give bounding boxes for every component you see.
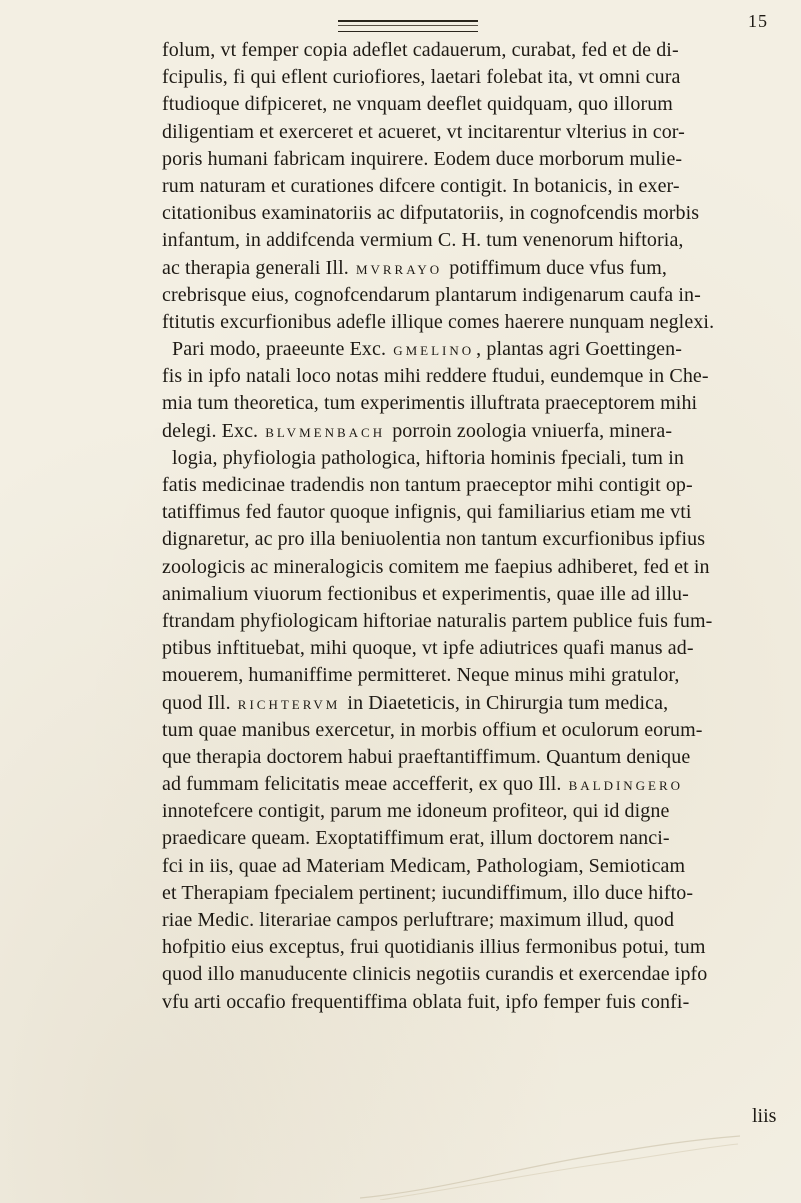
text-line — [162, 771, 782, 798]
text-line — [162, 798, 782, 825]
text-line — [162, 853, 782, 880]
text-segment: diligentiam et exerceret et acueret, vt incitarentur vlterius in cor- — [162, 120, 685, 143]
text-segment: hofpitio eius exceptus, frui quotidianis illius fermonibus potui, tum — [162, 936, 706, 959]
text-segment: logia, phyfiologia pathologica, hiftoria hominis fpeciali, tum in — [172, 446, 684, 469]
text-line — [162, 472, 782, 499]
text-segment: fis in ipfo natali loco notas mihi reddere ftudui, eundemque in Che- — [162, 365, 709, 388]
text-line — [162, 717, 782, 744]
text-segment: zoologicis ac mineralogicis comitem me faepius adhiberet, fed et in — [162, 555, 710, 578]
text-segment: mia tum theoretica, tum experimentis illuftrata praeceptorem mihi — [162, 392, 698, 415]
text-segment: citationibus examinatoriis ac difputatoriis, in cognofcendis morbis — [162, 202, 700, 225]
text-line — [162, 526, 782, 553]
text-segment: ac therapia generali Ill. — [162, 256, 354, 279]
text-segment: dignaretur, ac pro illa beniuolentia non tantum excurfionibus ipfius — [162, 528, 706, 551]
text-segment: et Therapiam fpecialem pertinent; iucundiffimum, illo duce hifto- — [162, 881, 694, 904]
text-segment: mouerem, humaniffime permitteret. Neque minus mihi gratulor, — [162, 664, 680, 687]
text-line — [162, 173, 782, 200]
text-segment: tum quae manibus exercetur, in morbis offium et oculorum eorum- — [162, 718, 703, 741]
text-line — [162, 91, 782, 118]
text-segment: poris humani fabricam inquirere. Eodem duce morborum mulie- — [162, 147, 683, 170]
text-segment: rum naturam et curationes difcere contigit. In botanicis, in exer- — [162, 174, 680, 197]
text-line — [162, 363, 782, 390]
text-segment: porroin zoologia vniuerfa, minera- — [387, 419, 673, 442]
text-line — [162, 662, 782, 689]
text-segment: praedicare queam. Exoptatiffimum erat, illum doctorem nanci- — [162, 827, 670, 850]
text-line — [162, 961, 782, 988]
text-segment: ftrandam phyfiologicam hiftoriae naturalis partem publice fuis fum- — [162, 609, 713, 632]
small-caps-name: GMELINO — [393, 343, 475, 359]
text-segment: ptibus inftituebat, mihi quoque, vt ipfe adiutrices quafi manus ad- — [162, 637, 694, 660]
small-caps-name: RICHTERVM — [237, 696, 341, 712]
text-segment: ad fummam felicitatis meae accefferit, ex quo Ill. — [162, 773, 567, 796]
text-segment: ftudioque difpiceret, ne vnquam deeflet quidquam, quo illorum — [162, 93, 673, 116]
text-line — [162, 282, 782, 309]
text-line — [162, 390, 782, 417]
text-segment: , plantas agri Goettingen- — [476, 338, 683, 361]
text-line — [162, 934, 782, 961]
text-line — [162, 445, 782, 472]
text-segment: tatiffimus fed fautor quoque infignis, qui familiarius etiam me vti — [162, 501, 692, 524]
text-line — [162, 37, 782, 64]
text-line — [162, 418, 782, 445]
catchword: liis — [752, 1105, 777, 1127]
text-segment: fcipulis, fi qui eflent curiofiores, laetari folebat ita, vt omni cura — [162, 66, 681, 89]
text-segment: quod illo manuducente clinicis negotiis curandis et exercendae ipfo — [162, 963, 708, 986]
page-number: 15 — [748, 11, 768, 31]
text-segment: ftitutis excurfionibus adefle illique comes haerere nunquam neglexi. — [162, 310, 715, 333]
text-line — [162, 989, 782, 1016]
text-line — [162, 690, 782, 717]
text-segment: fci in iis, quae ad Materiam Medicam, Pathologiam, Semioticam — [162, 854, 686, 877]
text-line — [162, 146, 782, 173]
text-segment: potiffimum duce vfus fum, — [444, 256, 667, 279]
small-caps-name: MVRRAYO — [355, 261, 443, 277]
small-caps-name: BLVMENBACH — [265, 424, 386, 440]
text-line — [162, 907, 782, 934]
text-segment: quod Ill. — [162, 691, 236, 714]
small-caps-name: BALDINGERO — [568, 778, 684, 794]
text-line — [162, 554, 782, 581]
text-segment: in Diaeteticis, in Chirurgia tum medica, — [342, 691, 669, 714]
text-line — [162, 309, 782, 336]
text-segment: innotefcere contigit, parum me idoneum profiteor, qui id digne — [162, 800, 670, 823]
text-segment: crebrisque eius, cognofcendarum plantarum indigenarum caufa in- — [162, 283, 701, 306]
text-segment: fatis medicinae tradendis non tantum praeceptor mihi contigit op- — [162, 474, 693, 496]
text-segment: animalium viuorum fectionibus et experimentis, quae ille ad illu- — [162, 582, 689, 605]
text-segment: Pari modo, praeeunte Exc. — [172, 338, 392, 361]
text-segment: que therapia doctorem habui praeftantiffimum. Quantum denique — [162, 745, 691, 768]
text-line — [162, 119, 782, 146]
body-text — [162, 37, 782, 1016]
text-segment: infantum, in addifcenda vermium C. H. tum venenorum hiftoria, — [162, 229, 684, 252]
text-segment: vfu arti occafio frequentiffima oblata fuit, ipfo femper fuis confi- — [162, 990, 690, 1013]
text-line — [162, 608, 782, 635]
text-line — [162, 581, 782, 608]
text-line — [162, 227, 782, 254]
text-line — [162, 336, 782, 363]
text-segment: delegi. Exc. — [162, 419, 264, 442]
text-line — [162, 64, 782, 91]
header-ornamental-rule — [338, 20, 478, 32]
text-segment: folum, vt femper copia adeflet cadauerum, curabat, fed et de di- — [162, 39, 679, 61]
text-segment: riae Medic. literariae campos perluftrare; maximum illud, quod — [162, 909, 675, 931]
text-line — [162, 825, 782, 852]
text-line — [162, 880, 782, 907]
text-line — [162, 635, 782, 662]
text-line — [162, 255, 782, 282]
page-stain — [360, 1130, 740, 1200]
text-line — [162, 499, 782, 526]
text-line — [162, 200, 782, 227]
text-line — [162, 744, 782, 771]
